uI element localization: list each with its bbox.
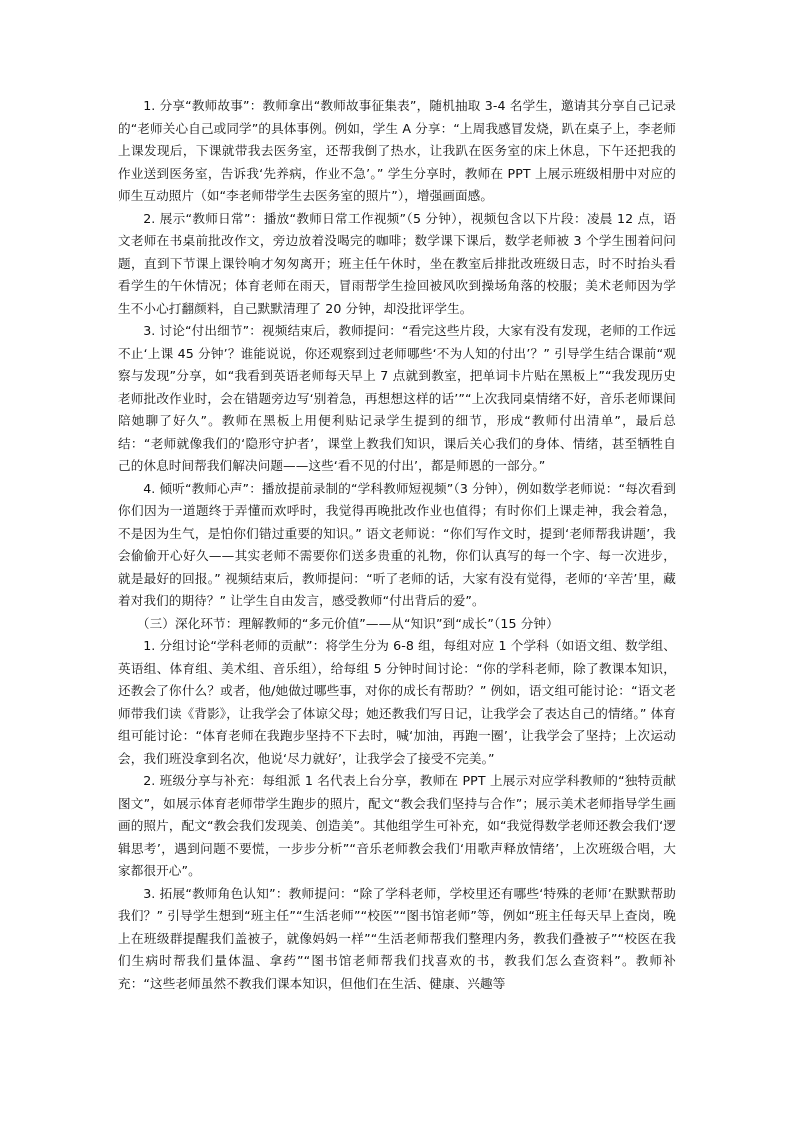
- paragraph-show-teacher-daily: 2. 展示“教师日常”：播放“教师日常工作视频”（5 分钟），视频包含以下片段：凌晨 12 点，语文老师在书桌前批改作文，旁边放着没喝完的咖啡；数学课下课后，数学老师被 3 个学生围着问问题，直到下节课上课铃响才匆匆离开；班主任午休时，坐在教室后排批改班级日志，时不时抬头看看学生的午休情况；体育老师在雨天，冒雨帮学生捡回被风吹到操场角落的校服；美术老师因为学生不小心打翻颜料，自己默默清理了 20 分钟，却没批评学生。: [118, 210, 676, 316]
- paragraph-listen-teacher-voice: 4. 倾听“教师心声”：播放提前录制的“学科教师短视频”（3 分钟），例如数学老师说：“每次看到你们因为一道题终于弄懂而欢呼时，我觉得再晚批改作业也值得；有时你们上课走神，我会着急，不是因为生气，是怕你们错过重要的知识。” 语文老师说：“你们写作文时，提到‘老师帮我讲题’，我会偷偷开心好久——其实老师不需要你们送多贵重的礼物，你们认真写的每一个字、每一次进步，就是最好的回报。” 视频结束后，教师提问：“听了老师的话，大家有没有觉得，老师的‘辛苦’里，藏着对我们的期待？” 让学生自由发言，感受教师“付出背后的爱”。: [118, 480, 676, 608]
- paragraph-teacher-roles: 3. 拓展“教师角色认知”：教师提问：“除了学科老师，学校里还有哪些‘特殊的老师’在默默帮助我们？” 引导学生想到“班主任”“生活老师”“校医”“图书馆老师”等，例如“班主任每天早上查岗，晚上在班级群提醒我们盖被子，就像妈妈一样”“生活老师帮我们整理内务，教我们叠被子”“校医在我们生病时帮我们量体温、拿药”“图书馆老师帮我们找喜欢的书，教我们怎么查资料”。教师补充：“这些老师虽然不教我们课本知识，但他们在生活、健康、兴趣等: [118, 885, 676, 991]
- paragraph-discuss-dedication: 3. 讨论“付出细节”：视频结束后，教师提问：“看完这些片段，大家有没有发现，老师的工作远不止‘上课 45 分钟’？谁能说说，你还观察到过老师哪些‘不为人知的付出’？” 引导学生结合课前“观察与发现”分享，如“我看到英语老师每天早上 7 点就到教室，把单词卡片贴在黑板上”“我发现历史老师批改作业时，会在错题旁边写‘别着急，再想想这样的话’”“上次我同桌情绪不好，音乐老师课间陪她聊了好久”。教师在黑板上用便利贴记录学生提到的细节，形成“教师付出清单”，最后总结：“老师就像我们的‘隐形守护者’，课堂上教我们知识，课后关心我们的身体、情绪，甚至牺牲自己的休息时间帮我们解决问题——这些‘看不见的付出’，都是师恩的一部分。”: [118, 323, 676, 473]
- paragraph-group-discussion: 1. 分组讨论“学科老师的贡献”：将学生分为 6-8 组，每组对应 1 个学科（如语文组、数学组、英语组、体育组、美术组、音乐组），给每组 5 分钟时间讨论：“你的学科老师，除了教课本知识，还教会了你什么？或者，他/她做过哪些事，对你的成长有帮助？” 例如，语文组可能讨论：“语文老师带我们读《背影》，让我学会了体谅父母；她还教我们写日记，让我学会了表达自己的情绪。” 体育组可能讨论：“体育老师在我跑步坚持不下去时，喊‘加油，再跑一圈’，让我学会了坚持；上次运动会，我们班没拿到名次，他说‘尽力就好’，让我学会了接受不完美。”: [118, 638, 676, 766]
- section-heading-deepening: （三）深化环节：理解教师的“多元价值”——从“知识”到“成长”（15 分钟）: [136, 615, 559, 631]
- paragraph-class-sharing: 2. 班级分享与补充：每组派 1 名代表上台分享，教师在 PPT 上展示对应学科教师的“独特贡献图文”，如展示体育老师带学生跑步的照片，配文“教会我们坚持与合作”；展示美术老师指导学生画画的照片，配文“教会我们发现美、创造美”。其他组学生可补充，如“我觉得数学老师还教会我们‘逻辑思考’，遇到问题不要慌，一步步分析”“音乐老师教会我们‘用歌声释放情绪’，上次班级合唱，大家都很开心”。: [118, 773, 676, 878]
- document-body: [118, 95, 676, 995]
- paragraph-share-teacher-story: 1. 分享“教师故事”：教师拿出“教师故事征集表”，随机抽取 3-4 名学生，邀请其分享自己记录的“老师关心自己或同学”的具体事例。例如，学生 A 分享：“上周我感冒发烧，趴在桌子上，李老师上课发现后，下课就带我去医务室，还帮我倒了热水，让我趴在医务室的床上休息，下午还把我的作业送到医务室，告诉我‘先养病，作业不急’。” 学生分享时，教师在 PPT 上展示班级相册中对应的师生互动照片（如“李老师带学生去医务室的照片”），增强画面感。: [118, 98, 676, 203]
